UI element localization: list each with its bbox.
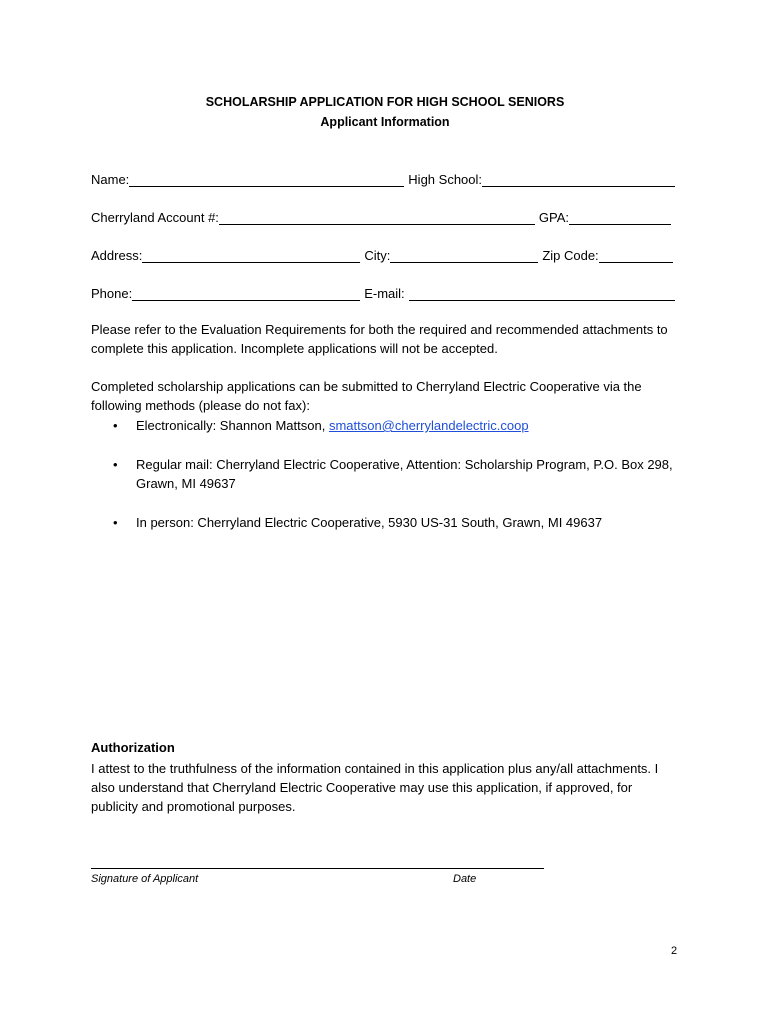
phone-field[interactable] — [132, 288, 360, 301]
phone-label: Phone: — [91, 286, 133, 301]
bullet-icon: • — [113, 515, 118, 530]
account-label: Cherryland Account #: — [91, 210, 219, 225]
zip-field[interactable] — [599, 250, 673, 263]
bullet-icon: • — [113, 457, 118, 472]
name-field[interactable] — [129, 174, 404, 187]
form-row-phone — [91, 283, 680, 301]
gpa-label: GPA: — [538, 210, 570, 225]
form-row-account — [91, 207, 680, 225]
account-field[interactable] — [219, 212, 535, 225]
signature-line[interactable] — [91, 868, 544, 869]
email-label: E-mail: — [364, 286, 405, 301]
email-field[interactable] — [409, 288, 675, 301]
high-school-label: High School: — [408, 172, 483, 187]
zip-label: Zip Code: — [542, 248, 599, 263]
city-label: City: — [364, 248, 391, 263]
contact-email-link[interactable]: smattson@cherrylandelectric.coop — [328, 418, 529, 433]
page-title: SCHOLARSHIP APPLICATION FOR HIGH SCHOOL SENIORS — [205, 95, 565, 109]
form-row-address — [91, 245, 680, 263]
page-subtitle: Applicant Information — [320, 115, 450, 129]
in-person-method-text: In person: Cherryland Electric Cooperative, 5930 US-31 South, Grawn, MI 49637 — [136, 515, 603, 530]
electronic-method-text: Electronically: Shannon Mattson, — [136, 418, 329, 433]
signature-label: Signature of Applicant — [91, 873, 199, 885]
high-school-field[interactable] — [482, 174, 675, 187]
intro-paragraph: Please refer to the Evaluation Requirements for both the required and recommended attachments to complete this application. Incomplete applications will not be accepted. — [91, 322, 668, 356]
bullet-icon: • — [113, 418, 118, 433]
mail-method-text: Regular mail: Cherryland Electric Cooperative, Attention: Scholarship Program, P.O. Box 298, Grawn, MI 49637 — [136, 457, 673, 491]
authorization-heading: Authorization — [91, 740, 175, 755]
form-row-name — [91, 169, 680, 187]
submission-intro: Completed scholarship applications can be submitted to Cherryland Electric Cooperative via the following methods (please do not fax): — [91, 379, 642, 413]
city-field[interactable] — [390, 250, 538, 263]
name-label: Name: — [91, 172, 130, 187]
authorization-text: I attest to the truthfulness of the information contained in this application plus any/all attachments. I also understand that Cherryland Electric Cooperative may use this application, if approved, for publicity and promotional purposes. — [91, 761, 659, 814]
date-label: Date — [453, 873, 477, 885]
address-label: Address: — [91, 248, 143, 263]
page-number: 2 — [671, 945, 678, 957]
address-field[interactable] — [142, 250, 360, 263]
gpa-field[interactable] — [569, 212, 671, 225]
